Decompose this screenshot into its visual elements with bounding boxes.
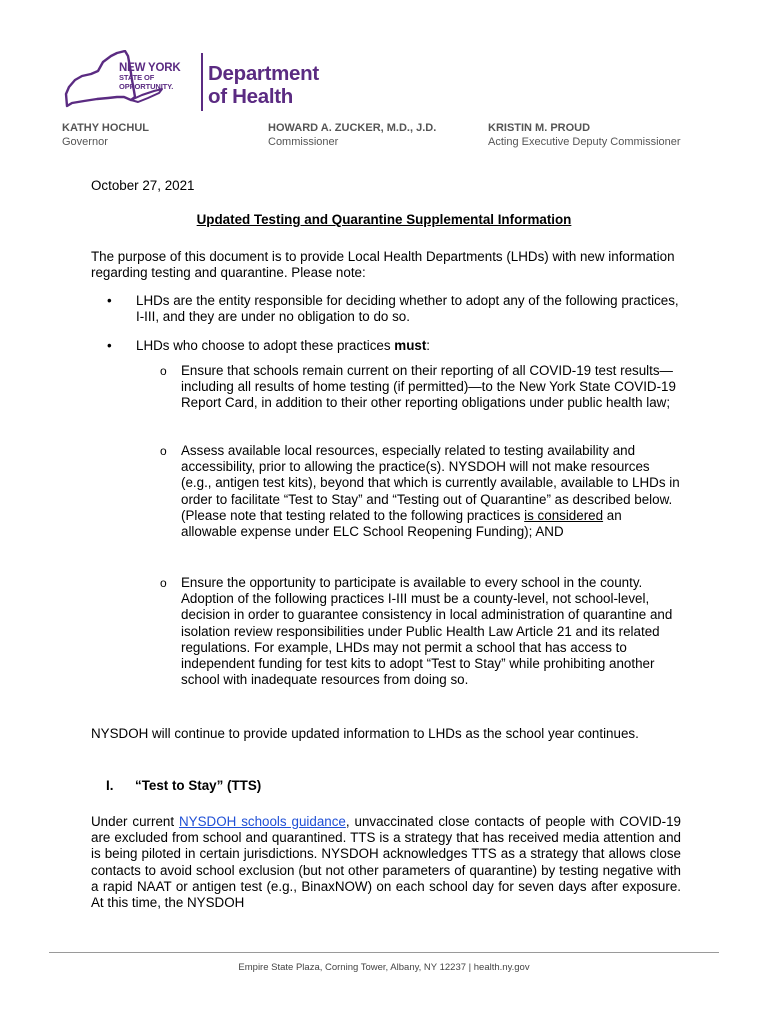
footer-divider xyxy=(49,952,719,953)
document-title: Updated Testing and Quarantine Supplemental Information xyxy=(196,212,572,227)
department-wordmark-line2: of Health xyxy=(208,85,293,108)
sub-bullet-text-tail: an allowable expense under ELC School Reopening Funding); AND xyxy=(181,507,622,540)
bullet-marker: • xyxy=(107,293,112,308)
official-name: KRISTIN M. PROUD xyxy=(488,122,591,134)
bullet-text-lead: LHDs who choose to adopt these practices xyxy=(136,338,395,353)
sub-bullet-text-lead: Assess available local resources, especially related to testing availability and accessibility, prior to allowing the practice(s). NYSDOH will not make resources (e.g., antigen test kits), beyond that which is currently available, available to LHDs in order to facilitate “Test to Stay” and “Testing out of Quarantine” as described below. (Please note that testing related to the following practices xyxy=(181,443,680,523)
bullet-text: LHDs are the entity responsible for deciding whether to adopt any of the following practices, I-III, and they are under no obligation to do so. xyxy=(136,293,679,325)
state-wordmark-line3: OPPORTUNITY. xyxy=(119,82,174,91)
department-wordmark xyxy=(208,62,319,108)
official-title: Acting Executive Deputy Commissioner xyxy=(488,136,681,148)
bullet-text xyxy=(136,338,681,354)
official-deputy-commissioner xyxy=(488,121,681,149)
schools-guidance-link[interactable]: NYSDOH schools guidance xyxy=(178,814,346,829)
sub-bullet-text xyxy=(181,443,681,540)
section-paragraph-body: , unvaccinated close contacts of people with COVID-19 are excluded from school and quarantined. TTS is a strategy that has received media attention and is being piloted in certain jurisdictions. NYSDOH acknowledges TTS as a strategy that allows close contacts to avoid school exclusion (but not other parameters of quarantine) by testing negative with a rapid NAAT or antigen test (e.g., BinaxNOW) on each school day for seven days after exposure. At this time, the NYSDOH xyxy=(91,814,681,911)
state-wordmark xyxy=(119,64,180,91)
section-paragraph xyxy=(91,814,681,911)
section-title: “Test to Stay” (TTS) xyxy=(135,778,262,793)
emphasis-must: must xyxy=(394,338,427,353)
state-wordmark-line1: NEW YORK xyxy=(119,62,181,74)
official-name: HOWARD A. ZUCKER, M.D., J.D. xyxy=(268,122,437,134)
sub-bullet-text: Ensure the opportunity to participate is available to every school in the county. Adoption of the following practices I-III must be a county-level, not school-level, decision in order to guarantee consistency in local administration of quarantine and isolation review responsibilities under Public Health Law Article 21 and its related regulations. For example, LHDs may not permit a school that has access to independent funding for test kits to adopt “Test to Stay” while prohibiting another school with inadequate resources from doing so. xyxy=(181,575,673,688)
sub-bullet-marker: o xyxy=(160,364,167,378)
official-title: Commissioner xyxy=(268,136,339,148)
bullet-text-colon: : xyxy=(426,338,431,353)
bullet-item-1 xyxy=(91,293,681,325)
official-title: Governor xyxy=(62,136,108,148)
document-date: October 27, 2021 xyxy=(91,178,195,193)
department-wordmark-line1: Department xyxy=(208,62,319,85)
sub-bullet-text: Ensure that schools remain current on their reporting of all COVID-19 test results—including all results of home testing (if permitted)—to the New York State COVID-19 Report Card, in addition to their other reporting obligations under public health law; xyxy=(181,363,676,411)
section-number: I. xyxy=(106,778,114,793)
section-heading xyxy=(106,778,261,794)
closing-paragraph: NYSDOH will continue to provide updated information to LHDs as the school year continues. xyxy=(91,726,639,741)
intro-paragraph: The purpose of this document is to provide Local Health Departments (LHDs) with new information regarding testing and quarantine. Please note: xyxy=(91,249,675,281)
sub-bullet-marker: o xyxy=(160,444,167,458)
bullet-marker: • xyxy=(107,338,112,353)
section-paragraph-lead: Under current xyxy=(91,814,179,829)
underlined-phrase: is considered xyxy=(524,507,604,523)
sub-bullet-item-3 xyxy=(91,575,681,688)
official-name: KATHY HOCHUL xyxy=(62,122,149,134)
official-commissioner xyxy=(268,121,436,149)
footer-address: Empire State Plaza, Corning Tower, Albany, NY 12237 | health.ny.gov xyxy=(238,962,530,973)
logo-divider xyxy=(201,53,203,111)
sub-bullet-item-1 xyxy=(91,363,681,412)
sub-bullet-item-2 xyxy=(91,443,681,540)
bullet-item-2 xyxy=(91,338,681,354)
state-wordmark-line2: STATE OF xyxy=(119,73,155,82)
official-governor xyxy=(62,121,149,149)
sub-bullet-marker: o xyxy=(160,576,167,590)
